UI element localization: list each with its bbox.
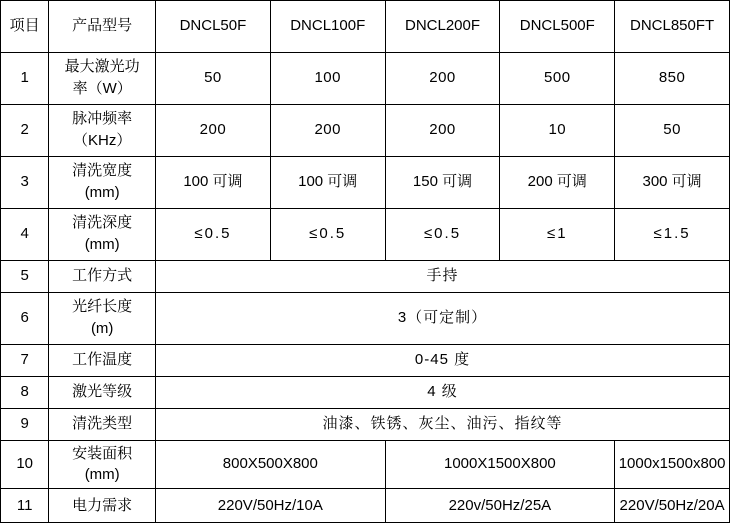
row-label: 工作方式 bbox=[49, 260, 156, 292]
row-index: 6 bbox=[1, 292, 49, 344]
cell-value-merged: 手持 bbox=[156, 260, 730, 292]
row-index: 2 bbox=[1, 104, 49, 156]
cell-value: ≤0.5 bbox=[385, 208, 500, 260]
cell-value: ≤0.5 bbox=[270, 208, 385, 260]
cell-value: 50 bbox=[615, 104, 730, 156]
cell-value-group: 220V/50Hz/20A bbox=[615, 489, 730, 523]
header-cell-dncl100f: DNCL100F bbox=[270, 1, 385, 53]
cell-value: 10 bbox=[500, 104, 615, 156]
row-index: 3 bbox=[1, 156, 49, 208]
row-index: 5 bbox=[1, 260, 49, 292]
row-label: 电力需求 bbox=[49, 489, 156, 523]
cell-value: 300 可调 bbox=[615, 156, 730, 208]
row-label: 工作温度 bbox=[49, 344, 156, 376]
cell-value: 200 可调 bbox=[500, 156, 615, 208]
row-label-line1: 光纤长度 bbox=[72, 298, 133, 316]
table-header-row bbox=[1, 1, 730, 53]
row-label: 清洗类型 bbox=[49, 408, 156, 440]
cell-value-group: 800X500X800 bbox=[156, 440, 386, 489]
row-index: 9 bbox=[1, 408, 49, 440]
row-label bbox=[49, 440, 156, 489]
header-cell-product-model: 产品型号 bbox=[49, 1, 156, 53]
cell-value-merged: 油漆、铁锈、灰尘、油污、指纹等 bbox=[156, 408, 730, 440]
cell-value: 100 可调 bbox=[156, 156, 271, 208]
cell-value-group: 1000X1500X800 bbox=[385, 440, 615, 489]
table-row bbox=[1, 260, 730, 292]
row-label bbox=[49, 104, 156, 156]
table-row bbox=[1, 292, 730, 344]
table-row bbox=[1, 440, 730, 489]
table-row bbox=[1, 156, 730, 208]
row-label bbox=[49, 156, 156, 208]
row-label: 激光等级 bbox=[49, 376, 156, 408]
row-label-line1: 清洗深度 bbox=[72, 214, 133, 232]
row-index: 7 bbox=[1, 344, 49, 376]
row-label-line2: (mm) bbox=[84, 184, 120, 201]
row-label-line2: (mm) bbox=[84, 236, 120, 253]
cell-value-merged: 3（可定制） bbox=[156, 292, 730, 344]
header-cell-item: 项目 bbox=[1, 1, 49, 53]
cell-value-group: 220v/50Hz/25A bbox=[385, 489, 615, 523]
cell-value-group: 1000x1500x800 bbox=[615, 440, 730, 489]
row-label-line2: 率（W） bbox=[72, 80, 132, 97]
row-label-line1: 脉冲频率 bbox=[72, 110, 133, 128]
row-label bbox=[49, 292, 156, 344]
header-cell-dncl200f: DNCL200F bbox=[385, 1, 500, 53]
cell-value-merged: 4 级 bbox=[156, 376, 730, 408]
row-label bbox=[49, 208, 156, 260]
row-index: 10 bbox=[1, 440, 49, 489]
row-label-line1: 清洗宽度 bbox=[72, 162, 133, 180]
header-cell-dncl850ft: DNCL850FT bbox=[615, 1, 730, 53]
row-label-line2: (mm) bbox=[84, 466, 120, 484]
cell-value: 150 可调 bbox=[385, 156, 500, 208]
cell-value: 100 bbox=[270, 52, 385, 104]
cell-value: ≤0.5 bbox=[156, 208, 271, 260]
table-row bbox=[1, 52, 730, 104]
header-cell-dncl500f: DNCL500F bbox=[500, 1, 615, 53]
row-index: 4 bbox=[1, 208, 49, 260]
row-label-line2: （KHz） bbox=[73, 132, 132, 149]
row-label-line2: (m) bbox=[90, 320, 114, 337]
cell-value: ≤1 bbox=[500, 208, 615, 260]
row-label bbox=[49, 52, 156, 104]
table-row bbox=[1, 408, 730, 440]
table-row bbox=[1, 208, 730, 260]
cell-value-group: 220V/50Hz/10A bbox=[156, 489, 386, 523]
row-label-line1: 最大激光功 bbox=[64, 58, 140, 76]
row-index: 1 bbox=[1, 52, 49, 104]
row-label-line1: 安装面积 bbox=[72, 444, 133, 462]
cell-value: 50 bbox=[156, 52, 271, 104]
cell-value: 100 可调 bbox=[270, 156, 385, 208]
cell-value: 200 bbox=[156, 104, 271, 156]
cell-value: 500 bbox=[500, 52, 615, 104]
table-row bbox=[1, 489, 730, 523]
row-index: 11 bbox=[1, 489, 49, 523]
cell-value: 200 bbox=[385, 52, 500, 104]
cell-value: 200 bbox=[385, 104, 500, 156]
table-row bbox=[1, 376, 730, 408]
cell-value: 200 bbox=[270, 104, 385, 156]
header-cell-dncl50f: DNCL50F bbox=[156, 1, 271, 53]
cell-value: ≤1.5 bbox=[615, 208, 730, 260]
table-row bbox=[1, 104, 730, 156]
cell-value: 850 bbox=[615, 52, 730, 104]
cell-value-merged: 0-45 度 bbox=[156, 344, 730, 376]
row-index: 8 bbox=[1, 376, 49, 408]
table-row bbox=[1, 344, 730, 376]
